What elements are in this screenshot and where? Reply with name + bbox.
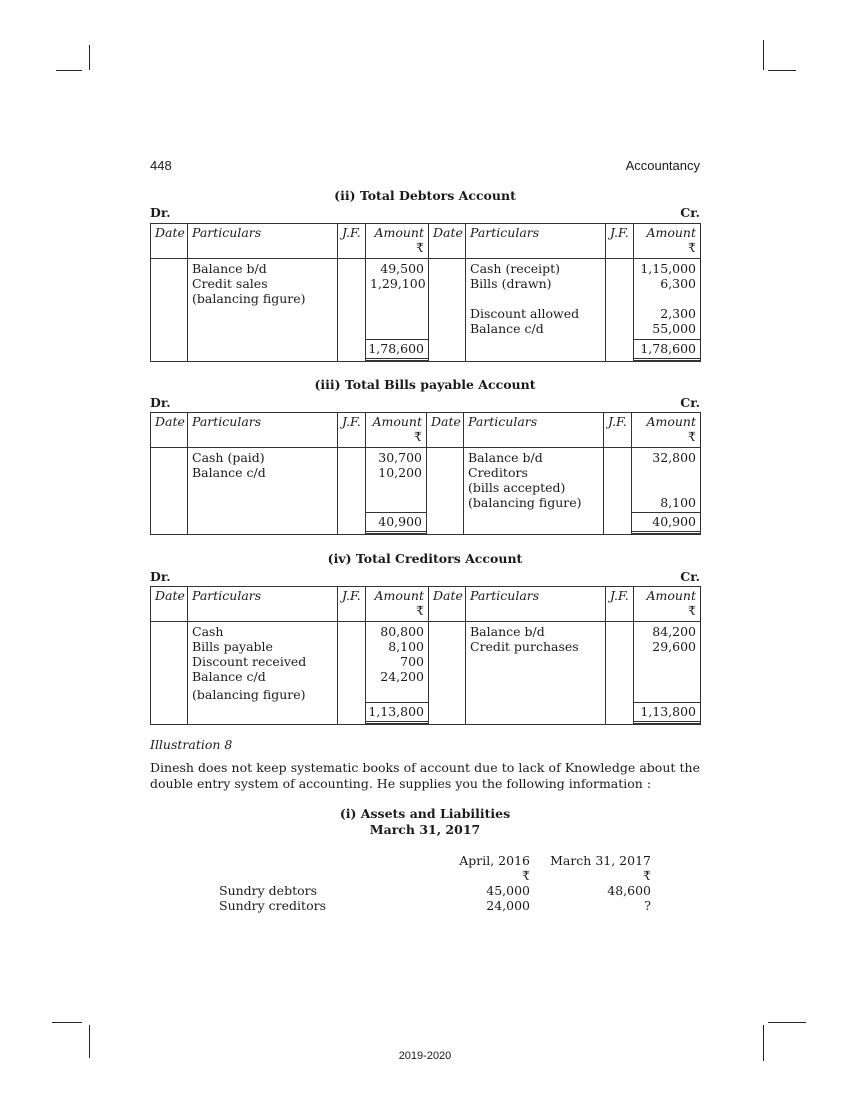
col-jf: J.F. [338,224,366,259]
col-particulars: Particulars [466,587,606,622]
running-head: Accountancy [625,158,700,173]
cr-label: Cr. [680,569,700,584]
col-jf: J.F. [338,413,366,448]
assets-col-march-2017: March 31, 2017 ₹ [550,853,651,883]
col-particulars: Particulars [466,224,606,259]
debtors-dr-particulars: Balance b/d Credit sales (balancing figure) [188,259,338,340]
creditors-dr-particulars: Cash Bills payable Discount received Balance c/d (balancing figure) [188,622,338,703]
crop-mark [763,40,764,70]
bills-account-title: (iii) Total Bills payable Account [314,377,536,392]
col-jf: J.F. [604,413,632,448]
col-date: Date [429,224,466,259]
illustration-text: Dinesh does not keep systematic books of account due to lack of Knowledge about the double entry system of accounting. He supplies you the following information : [150,760,700,791]
creditors-cr-particulars: Balance b/d Credit purchases [466,622,606,703]
assets-row-values-2017: 48,600 ? [607,883,651,913]
creditors-cr-amounts: 84,200 29,600 [634,622,701,703]
col-date: Date [429,587,466,622]
col-date: Date [151,224,188,259]
creditors-dr-amounts: 80,800 8,100 700 24,200 [366,622,429,703]
col-amount: Amount ₹ [366,224,429,259]
dr-label: Dr. [150,569,171,584]
creditors-total-cr: 1,13,800 [634,702,700,724]
debtors-account-title: (ii) Total Debtors Account [334,188,516,203]
crop-mark [89,45,90,70]
crop-mark [52,1022,82,1023]
col-date: Date [151,413,188,448]
debtors-account-table [150,223,701,362]
col-particulars: Particulars [464,413,604,448]
debtors-cr-amounts: 1,15,000 6,300 2,300 55,000 [634,259,701,340]
bills-cr-particulars: Balance b/d Creditors (bills accepted) (balancing figure) [464,448,604,513]
page-footer: 2019-2020 [398,1050,452,1062]
creditors-account-title: (iv) Total Creditors Account [327,551,523,566]
creditors-account-table [150,586,701,725]
assets-row-values-2016: 45,000 24,000 [486,883,530,913]
col-particulars: Particulars [188,587,338,622]
cr-label: Cr. [680,205,700,220]
col-particulars: Particulars [188,224,338,259]
col-date: Date [151,587,188,622]
dr-label: Dr. [150,395,171,410]
debtors-total-dr: 1,78,600 [366,339,428,361]
dr-label: Dr. [150,205,171,220]
crop-mark [56,70,82,71]
cr-label: Cr. [680,395,700,410]
assets-title: (i) Assets and Liabilities [339,806,511,821]
debtors-dr-amounts: 49,500 1,29,100 [366,259,429,340]
bills-total-dr: 40,900 [366,512,426,534]
col-date: Date [427,413,464,448]
assets-col-april-2016: April, 2016 ₹ [459,853,530,883]
col-particulars: Particulars [188,413,338,448]
creditors-dr-cr [150,569,700,584]
col-jf: J.F. [606,587,634,622]
crop-mark [768,1022,806,1023]
illustration-label: Illustration 8 [150,737,233,752]
col-amount: Amount ₹ [366,587,429,622]
bills-account-table [150,412,701,535]
debtors-total-cr: 1,78,600 [634,339,700,361]
assets-row-labels: Sundry debtors Sundry creditors [219,883,326,913]
col-amount: Amount ₹ [634,587,701,622]
bills-cr-amounts: 32,800 8,100 [632,448,701,513]
crop-mark [768,70,796,71]
col-jf: J.F. [606,224,634,259]
assets-subtitle: March 31, 2017 [369,822,481,837]
debtors-cr-particulars: Cash (receipt) Bills (drawn) Discount allowed Balance c/d [466,259,606,340]
bills-dr-particulars: Cash (paid) Balance c/d [188,448,338,513]
bills-total-cr: 40,900 [632,512,700,534]
bills-dr-cr [150,395,700,410]
bills-dr-amounts: 30,700 10,200 [366,448,427,513]
col-amount: Amount ₹ [366,413,427,448]
col-jf: J.F. [338,587,366,622]
debtors-dr-cr [150,205,700,220]
creditors-total-dr: 1,13,800 [366,702,428,724]
page-number: 448 [150,158,172,173]
col-amount: Amount ₹ [632,413,701,448]
col-amount: Amount ₹ [634,224,701,259]
